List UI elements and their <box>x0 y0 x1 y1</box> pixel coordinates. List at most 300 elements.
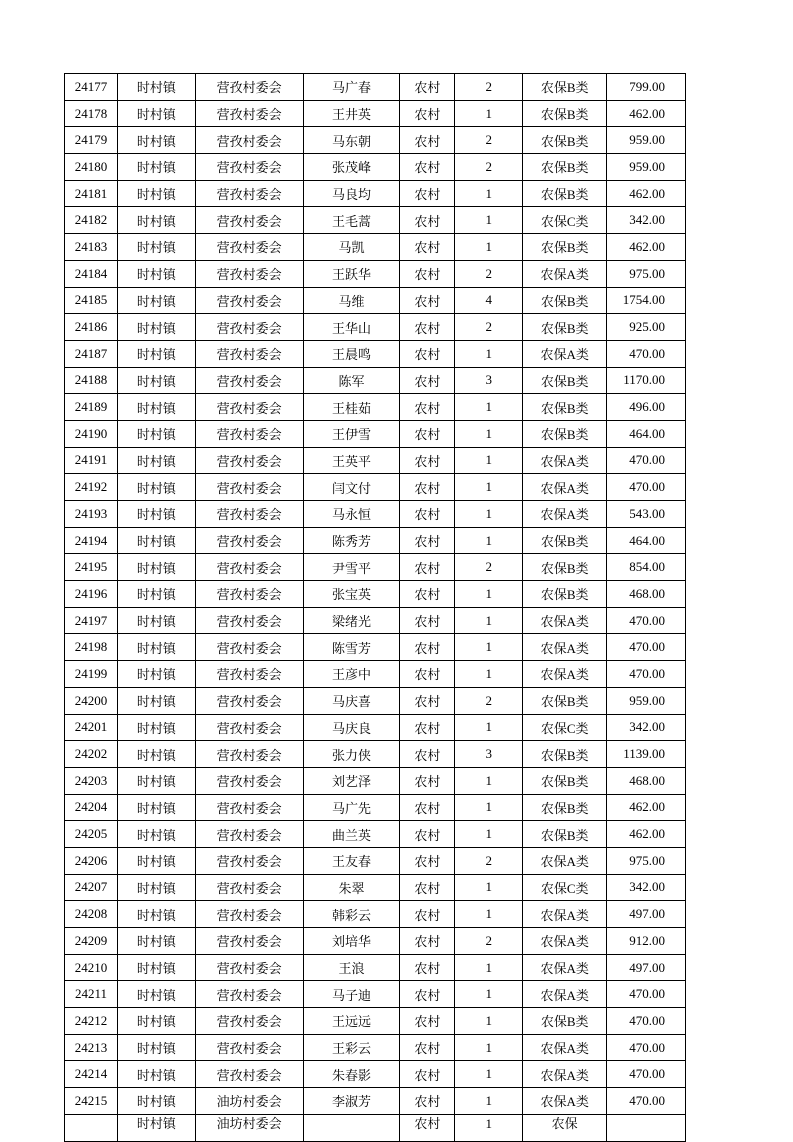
cell-locale: 农村 <box>400 928 455 955</box>
table-row <box>65 1115 686 1142</box>
table-row <box>65 1088 686 1115</box>
cell-town: 时村镇 <box>118 261 196 288</box>
table-row <box>65 634 686 661</box>
cell-village: 营孜村委会 <box>196 688 304 715</box>
cell-persons: 1 <box>455 1115 523 1142</box>
table-row <box>65 127 686 154</box>
cell-amount: 959.00 <box>607 154 686 181</box>
cell-persons: 1 <box>455 715 523 742</box>
cell-amount: 497.00 <box>607 955 686 982</box>
cell-locale: 农村 <box>400 688 455 715</box>
cell-village: 营孜村委会 <box>196 741 304 768</box>
cell-category: 农保B类 <box>523 741 607 768</box>
cell-village: 营孜村委会 <box>196 154 304 181</box>
cell-amount: 470.00 <box>607 1061 686 1088</box>
cell-category: 农保A类 <box>523 634 607 661</box>
cell-amount: 470.00 <box>607 981 686 1008</box>
cell-town: 时村镇 <box>118 154 196 181</box>
table-row <box>65 901 686 928</box>
cell-category: 农保B类 <box>523 234 607 261</box>
cell-town: 时村镇 <box>118 634 196 661</box>
cell-name: 王华山 <box>304 314 401 341</box>
cell-category: 农保B类 <box>523 181 607 208</box>
table-row <box>65 448 686 475</box>
cell-amount: 959.00 <box>607 688 686 715</box>
cell-town: 时村镇 <box>118 314 196 341</box>
cell-locale: 农村 <box>400 848 455 875</box>
table-row <box>65 768 686 795</box>
cell-village: 营孜村委会 <box>196 955 304 982</box>
cell-id: 24203 <box>65 768 118 795</box>
table-row <box>65 288 686 315</box>
cell-town: 时村镇 <box>118 1115 196 1142</box>
cell-locale: 农村 <box>400 448 455 475</box>
cell-town: 时村镇 <box>118 1035 196 1062</box>
cell-persons: 1 <box>455 901 523 928</box>
table-row <box>65 928 686 955</box>
cell-locale: 农村 <box>400 101 455 128</box>
table-row <box>65 554 686 581</box>
cell-locale: 农村 <box>400 821 455 848</box>
cell-amount: 975.00 <box>607 848 686 875</box>
cell-locale: 农村 <box>400 554 455 581</box>
cell-locale: 农村 <box>400 715 455 742</box>
cell-category: 农保B类 <box>523 795 607 822</box>
table-row <box>65 341 686 368</box>
cell-amount: 1754.00 <box>607 288 686 315</box>
cell-persons: 2 <box>455 554 523 581</box>
cell-id: 24191 <box>65 448 118 475</box>
cell-village: 营孜村委会 <box>196 421 304 448</box>
cell-category: 农保B类 <box>523 368 607 395</box>
cell-village: 营孜村委会 <box>196 901 304 928</box>
cell-name: 王彦中 <box>304 661 401 688</box>
cell-town: 时村镇 <box>118 234 196 261</box>
cell-village: 营孜村委会 <box>196 1061 304 1088</box>
table-row <box>65 1061 686 1088</box>
table-row <box>65 795 686 822</box>
cell-persons: 2 <box>455 688 523 715</box>
cell-category: 农保C类 <box>523 875 607 902</box>
cell-town: 时村镇 <box>118 207 196 234</box>
cell-town: 时村镇 <box>118 448 196 475</box>
cell-village: 营孜村委会 <box>196 848 304 875</box>
cell-town: 时村镇 <box>118 981 196 1008</box>
cell-village: 营孜村委会 <box>196 661 304 688</box>
cell-persons: 1 <box>455 1035 523 1062</box>
cell-id: 24187 <box>65 341 118 368</box>
cell-category: 农保A类 <box>523 474 607 501</box>
cell-town: 时村镇 <box>118 1088 196 1115</box>
table-row <box>65 234 686 261</box>
cell-persons: 1 <box>455 501 523 528</box>
cell-village: 营孜村委会 <box>196 795 304 822</box>
cell-locale: 农村 <box>400 661 455 688</box>
table-row <box>65 608 686 635</box>
cell-category: 农保B类 <box>523 288 607 315</box>
cell-town: 时村镇 <box>118 554 196 581</box>
cell-town: 时村镇 <box>118 901 196 928</box>
cell-name: 王彩云 <box>304 1035 401 1062</box>
table-row <box>65 501 686 528</box>
cell-town: 时村镇 <box>118 821 196 848</box>
cell-village: 营孜村委会 <box>196 234 304 261</box>
cell-amount: 975.00 <box>607 261 686 288</box>
cell-name: 马东朝 <box>304 127 401 154</box>
cell-town: 时村镇 <box>118 74 196 101</box>
cell-village: 营孜村委会 <box>196 181 304 208</box>
cell-amount: 468.00 <box>607 581 686 608</box>
cell-village: 营孜村委会 <box>196 928 304 955</box>
cell-id: 24192 <box>65 474 118 501</box>
cell-name: 王伊雪 <box>304 421 401 448</box>
cell-town: 时村镇 <box>118 955 196 982</box>
table-row <box>65 421 686 448</box>
cell-name: 马维 <box>304 288 401 315</box>
cell-amount: 543.00 <box>607 501 686 528</box>
cell-town: 时村镇 <box>118 368 196 395</box>
cell-category: 农保B类 <box>523 127 607 154</box>
cell-name: 李淑芳 <box>304 1088 401 1115</box>
cell-locale: 农村 <box>400 1088 455 1115</box>
cell-amount: 470.00 <box>607 634 686 661</box>
cell-town: 时村镇 <box>118 101 196 128</box>
cell-persons: 2 <box>455 74 523 101</box>
cell-persons: 1 <box>455 394 523 421</box>
cell-category: 农保A类 <box>523 928 607 955</box>
cell-id: 24195 <box>65 554 118 581</box>
cell-village: 营孜村委会 <box>196 127 304 154</box>
cell-locale: 农村 <box>400 1035 455 1062</box>
cell-category: 农保A类 <box>523 848 607 875</box>
cell-category: 农保A类 <box>523 448 607 475</box>
cell-id: 24186 <box>65 314 118 341</box>
table-row <box>65 314 686 341</box>
cell-village: 营孜村委会 <box>196 368 304 395</box>
cell-id: 24207 <box>65 875 118 902</box>
cell-locale: 农村 <box>400 795 455 822</box>
cell-town: 时村镇 <box>118 474 196 501</box>
cell-town: 时村镇 <box>118 1008 196 1035</box>
cell-village: 营孜村委会 <box>196 1035 304 1062</box>
cell-locale: 农村 <box>400 154 455 181</box>
cell-id: 24202 <box>65 741 118 768</box>
table-row <box>65 394 686 421</box>
cell-id: 24189 <box>65 394 118 421</box>
cell-persons: 1 <box>455 421 523 448</box>
cell-town: 时村镇 <box>118 715 196 742</box>
cell-id: 24206 <box>65 848 118 875</box>
cell-amount: 470.00 <box>607 1008 686 1035</box>
cell-town: 时村镇 <box>118 768 196 795</box>
cell-name: 张茂峰 <box>304 154 401 181</box>
cell-amount: 470.00 <box>607 1035 686 1062</box>
cell-locale: 农村 <box>400 207 455 234</box>
cell-name: 朱翠 <box>304 875 401 902</box>
cell-village: 营孜村委会 <box>196 608 304 635</box>
cell-persons: 2 <box>455 848 523 875</box>
cell-amount: 497.00 <box>607 901 686 928</box>
cell-town: 时村镇 <box>118 795 196 822</box>
cell-amount: 470.00 <box>607 341 686 368</box>
cell-category: 农保C类 <box>523 207 607 234</box>
cell-village: 营孜村委会 <box>196 634 304 661</box>
table-row <box>65 181 686 208</box>
cell-village: 营孜村委会 <box>196 74 304 101</box>
cell-name: 陈雪芳 <box>304 634 401 661</box>
table-row <box>65 1008 686 1035</box>
cell-amount: 462.00 <box>607 234 686 261</box>
cell-locale: 农村 <box>400 581 455 608</box>
subsidy-table <box>64 73 686 1142</box>
cell-amount: 462.00 <box>607 795 686 822</box>
cell-amount: 959.00 <box>607 127 686 154</box>
cell-persons: 1 <box>455 341 523 368</box>
cell-name: 马凯 <box>304 234 401 261</box>
cell-locale: 农村 <box>400 981 455 1008</box>
cell-id: 24211 <box>65 981 118 1008</box>
cell-locale: 农村 <box>400 634 455 661</box>
table-row <box>65 661 686 688</box>
table-row <box>65 474 686 501</box>
cell-persons: 1 <box>455 1008 523 1035</box>
cell-id: 24208 <box>65 901 118 928</box>
cell-name: 马庆喜 <box>304 688 401 715</box>
cell-amount: 462.00 <box>607 821 686 848</box>
cell-persons: 1 <box>455 768 523 795</box>
cell-locale: 农村 <box>400 288 455 315</box>
cell-amount: 342.00 <box>607 715 686 742</box>
cell-name: 王浪 <box>304 955 401 982</box>
cell-id: 24205 <box>65 821 118 848</box>
cell-category: 农保B类 <box>523 528 607 555</box>
cell-id: 24199 <box>65 661 118 688</box>
cell-amount: 464.00 <box>607 528 686 555</box>
cell-locale: 农村 <box>400 181 455 208</box>
cell-village: 营孜村委会 <box>196 981 304 1008</box>
cell-id: 24185 <box>65 288 118 315</box>
cell-persons: 2 <box>455 127 523 154</box>
cell-persons: 2 <box>455 154 523 181</box>
cell-id: 24184 <box>65 261 118 288</box>
cell-name: 陈秀芳 <box>304 528 401 555</box>
cell-village: 营孜村委会 <box>196 821 304 848</box>
table-row <box>65 368 686 395</box>
cell-locale: 农村 <box>400 768 455 795</box>
cell-category: 农保B类 <box>523 394 607 421</box>
cell-name: 王晨鸣 <box>304 341 401 368</box>
cell-amount: 799.00 <box>607 74 686 101</box>
table-row <box>65 1035 686 1062</box>
cell-persons: 1 <box>455 608 523 635</box>
cell-id: 24190 <box>65 421 118 448</box>
cell-id: 24213 <box>65 1035 118 1062</box>
cell-amount: 912.00 <box>607 928 686 955</box>
cell-name: 张力侠 <box>304 741 401 768</box>
cell-persons: 1 <box>455 181 523 208</box>
cell-village: 营孜村委会 <box>196 501 304 528</box>
cell-name: 王远远 <box>304 1008 401 1035</box>
cell-amount <box>607 1115 686 1142</box>
cell-persons: 1 <box>455 821 523 848</box>
cell-id: 24188 <box>65 368 118 395</box>
cell-amount: 342.00 <box>607 207 686 234</box>
cell-persons: 1 <box>455 528 523 555</box>
cell-persons: 3 <box>455 741 523 768</box>
cell-village: 营孜村委会 <box>196 207 304 234</box>
table-row <box>65 74 686 101</box>
cell-locale: 农村 <box>400 314 455 341</box>
cell-id: 24198 <box>65 634 118 661</box>
cell-village: 营孜村委会 <box>196 394 304 421</box>
cell-village: 营孜村委会 <box>196 768 304 795</box>
cell-category: 农保A类 <box>523 981 607 1008</box>
cell-category: 农保A类 <box>523 901 607 928</box>
cell-village: 油坊村委会 <box>196 1088 304 1115</box>
cell-name: 王跃华 <box>304 261 401 288</box>
cell-category: 农保A类 <box>523 661 607 688</box>
cell-village: 营孜村委会 <box>196 448 304 475</box>
table-row <box>65 715 686 742</box>
cell-id: 24182 <box>65 207 118 234</box>
cell-town: 时村镇 <box>118 528 196 555</box>
cell-town: 时村镇 <box>118 661 196 688</box>
cell-village: 营孜村委会 <box>196 341 304 368</box>
cell-village: 营孜村委会 <box>196 474 304 501</box>
cell-town: 时村镇 <box>118 501 196 528</box>
cell-town: 时村镇 <box>118 394 196 421</box>
cell-category: 农保B类 <box>523 74 607 101</box>
cell-name: 马子迪 <box>304 981 401 1008</box>
cell-category: 农保A类 <box>523 261 607 288</box>
cell-category: 农保B类 <box>523 154 607 181</box>
cell-locale: 农村 <box>400 901 455 928</box>
cell-locale: 农村 <box>400 368 455 395</box>
table-row <box>65 981 686 1008</box>
cell-persons: 1 <box>455 581 523 608</box>
cell-persons: 1 <box>455 981 523 1008</box>
cell-amount: 470.00 <box>607 474 686 501</box>
cell-locale: 农村 <box>400 474 455 501</box>
cell-category: 农保B类 <box>523 768 607 795</box>
cell-category: 农保A类 <box>523 1088 607 1115</box>
cell-amount: 464.00 <box>607 421 686 448</box>
cell-name: 王桂茹 <box>304 394 401 421</box>
cell-persons: 1 <box>455 207 523 234</box>
cell-persons: 2 <box>455 261 523 288</box>
table-row <box>65 875 686 902</box>
cell-id: 24204 <box>65 795 118 822</box>
cell-amount: 470.00 <box>607 661 686 688</box>
cell-village: 营孜村委会 <box>196 528 304 555</box>
cell-name: 王英平 <box>304 448 401 475</box>
cell-town: 时村镇 <box>118 288 196 315</box>
cell-category: 农保A类 <box>523 341 607 368</box>
cell-village: 营孜村委会 <box>196 715 304 742</box>
table-row <box>65 261 686 288</box>
table-row <box>65 821 686 848</box>
cell-name: 刘艺泽 <box>304 768 401 795</box>
cell-name: 王井英 <box>304 101 401 128</box>
cell-name: 马广先 <box>304 795 401 822</box>
cell-id: 24193 <box>65 501 118 528</box>
cell-town: 时村镇 <box>118 421 196 448</box>
cell-locale: 农村 <box>400 875 455 902</box>
cell-town: 时村镇 <box>118 341 196 368</box>
cell-id: 24215 <box>65 1088 118 1115</box>
cell-persons: 1 <box>455 234 523 261</box>
cell-name: 马良均 <box>304 181 401 208</box>
cell-village: 营孜村委会 <box>196 288 304 315</box>
cell-persons: 2 <box>455 314 523 341</box>
cell-name: 刘培华 <box>304 928 401 955</box>
cell-id: 24200 <box>65 688 118 715</box>
cell-persons: 1 <box>455 955 523 982</box>
cell-category: 农保B类 <box>523 581 607 608</box>
cell-locale: 农村 <box>400 261 455 288</box>
cell-id: 24201 <box>65 715 118 742</box>
cell-town: 时村镇 <box>118 1061 196 1088</box>
cell-village: 营孜村委会 <box>196 875 304 902</box>
cell-locale: 农村 <box>400 74 455 101</box>
cell-persons: 1 <box>455 795 523 822</box>
cell-town: 时村镇 <box>118 608 196 635</box>
cell-id: 24212 <box>65 1008 118 1035</box>
table-row <box>65 848 686 875</box>
cell-name: 曲兰英 <box>304 821 401 848</box>
cell-id: 24178 <box>65 101 118 128</box>
cell-persons: 1 <box>455 101 523 128</box>
cell-persons: 3 <box>455 368 523 395</box>
table-row <box>65 154 686 181</box>
cell-category: 农保 <box>523 1115 607 1142</box>
table-body <box>65 74 686 1142</box>
cell-category: 农保C类 <box>523 715 607 742</box>
cell-name: 马庆良 <box>304 715 401 742</box>
cell-locale: 农村 <box>400 1061 455 1088</box>
cell-category: 农保B类 <box>523 421 607 448</box>
cell-amount: 496.00 <box>607 394 686 421</box>
cell-locale: 农村 <box>400 608 455 635</box>
cell-village: 营孜村委会 <box>196 581 304 608</box>
cell-id: 24177 <box>65 74 118 101</box>
cell-id: 24183 <box>65 234 118 261</box>
cell-category: 农保B类 <box>523 314 607 341</box>
cell-id: 24179 <box>65 127 118 154</box>
cell-locale: 农村 <box>400 501 455 528</box>
table-row <box>65 207 686 234</box>
cell-name: 马永恒 <box>304 501 401 528</box>
cell-category: 农保A类 <box>523 1061 607 1088</box>
cell-locale: 农村 <box>400 341 455 368</box>
cell-name: 韩彩云 <box>304 901 401 928</box>
cell-name: 闫文付 <box>304 474 401 501</box>
cell-persons: 1 <box>455 634 523 661</box>
cell-category: 农保A类 <box>523 501 607 528</box>
cell-amount: 468.00 <box>607 768 686 795</box>
cell-name: 陈军 <box>304 368 401 395</box>
cell-name: 王毛蒿 <box>304 207 401 234</box>
cell-village: 营孜村委会 <box>196 554 304 581</box>
cell-amount: 1170.00 <box>607 368 686 395</box>
cell-category: 农保A类 <box>523 1035 607 1062</box>
cell-village: 营孜村委会 <box>196 261 304 288</box>
cell-id: 24194 <box>65 528 118 555</box>
cell-id: 24209 <box>65 928 118 955</box>
cell-town: 时村镇 <box>118 181 196 208</box>
cell-persons: 1 <box>455 474 523 501</box>
cell-locale: 农村 <box>400 528 455 555</box>
